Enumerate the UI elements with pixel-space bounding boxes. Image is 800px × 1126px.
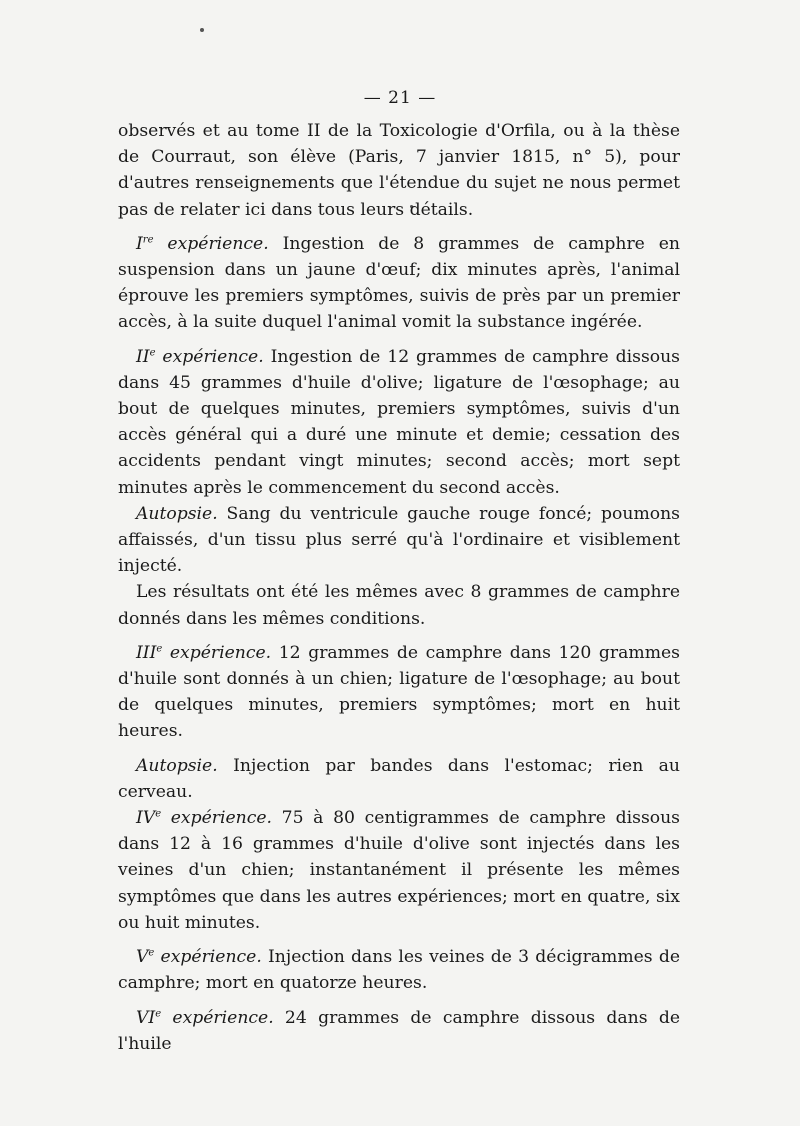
experience-heading: expérience.: [154, 947, 262, 968]
paragraph-results: [118, 579, 680, 631]
ordinal-suffix: e: [155, 808, 162, 820]
experience-heading: expérience.: [161, 808, 273, 829]
paragraph-text: Ingestion de 12 grammes de camphre dissous dans 45 grammes d'huile d'olive; ligature de l'œsophage; au bout de quelques minutes, premiers symptômes, suivis d'un accès général qui a duré une minute et demie; cessation des accidents pendant vingt minutes; second accès; mort sept minutes après le commencement du second accès.: [118, 346, 681, 498]
paragraph-experience-4: [118, 805, 680, 936]
ordinal-suffix: e: [149, 346, 156, 358]
paragraph-text: Injection par bandes dans l'estomac; rien au cerveau.: [118, 755, 680, 802]
ordinal-suffix: e: [148, 947, 155, 959]
paragraph-experience-5: [118, 944, 680, 996]
experience-number: VI: [136, 1007, 156, 1028]
experience-number: III: [136, 642, 157, 663]
body-text: [118, 118, 680, 1057]
experience-number: V: [136, 947, 149, 968]
experience-number: II: [136, 346, 150, 367]
experience-number: IV: [136, 808, 156, 829]
paragraph-experience-3: [118, 640, 680, 745]
paragraph-text: 12 grammes de camphre dans 120 grammes d'huile sont donnés à un chien; ligature de l'œsophage; au bout de quelques minutes, premiers symptômes; mort en huit heures.: [118, 642, 680, 742]
ordinal-suffix: e: [155, 1007, 162, 1019]
experience-heading: expérience.: [162, 642, 272, 663]
paragraph-autopsy-1: [118, 501, 680, 580]
experience-number: I: [136, 233, 143, 254]
paragraph-continuation: [118, 118, 680, 223]
paragraph-text: Sang du ventricule gauche rouge foncé; poumons affaissés, d'un tissu plus serré qu'à l'ordinaire et visiblement injecté.: [118, 503, 680, 577]
paragraph-experience-2: [118, 344, 680, 501]
autopsy-heading: Autopsie.: [136, 755, 218, 776]
experience-heading: expérience.: [155, 346, 264, 367]
paragraph-text: Injection dans les veines de 3 décigrammes de camphre; mort en quatorze heures.: [118, 947, 680, 994]
autopsy-heading: Autopsie.: [136, 503, 218, 524]
experience-heading: expérience.: [161, 1007, 274, 1028]
paragraph-text: observés et au tome II de la Toxicologie d'Orfila, ou à la thèse de Courraut, son élève (Paris, 7 janvier 1815, n° 5), pour d'autres renseignements que l'étendue du sujet ne nous permet pas de relater ici dans tous leurs détails.: [118, 121, 680, 220]
experience-heading: expérience.: [153, 233, 269, 254]
speck-mark: [200, 28, 204, 32]
paragraph-text: 75 à 80 centigrammes de camphre dissous dans 12 à 16 grammes d'huile d'olive sont injectés dans les veines d'un chien; instantanément il présente les mêmes symptômes que dans les autres expériences; mort en quatre, six ou huit minutes.: [118, 808, 680, 933]
paragraph-experience-6: [118, 1005, 680, 1057]
ordinal-suffix: e: [156, 643, 163, 655]
paragraph-text: 24 grammes de camphre dissous dans de l'huile: [118, 1007, 680, 1054]
ordinal-suffix: re: [142, 234, 154, 246]
paragraph-experience-1: [118, 231, 680, 336]
paragraph-text: Les résultats ont été les mêmes avec 8 grammes de camphre donnés dans les mêmes conditions.: [118, 582, 680, 629]
page-number: — 21 —: [363, 88, 437, 108]
paragraph-text: Ingestion de 8 grammes de camphre en suspension dans un jaune d'œuf; dix minutes après, l'animal éprouve les premiers symptômes, suivis de près par un premier accès, à la suite duquel l'animal vomit la substance ingérée.: [118, 233, 680, 333]
paragraph-autopsy-2: [118, 753, 680, 805]
